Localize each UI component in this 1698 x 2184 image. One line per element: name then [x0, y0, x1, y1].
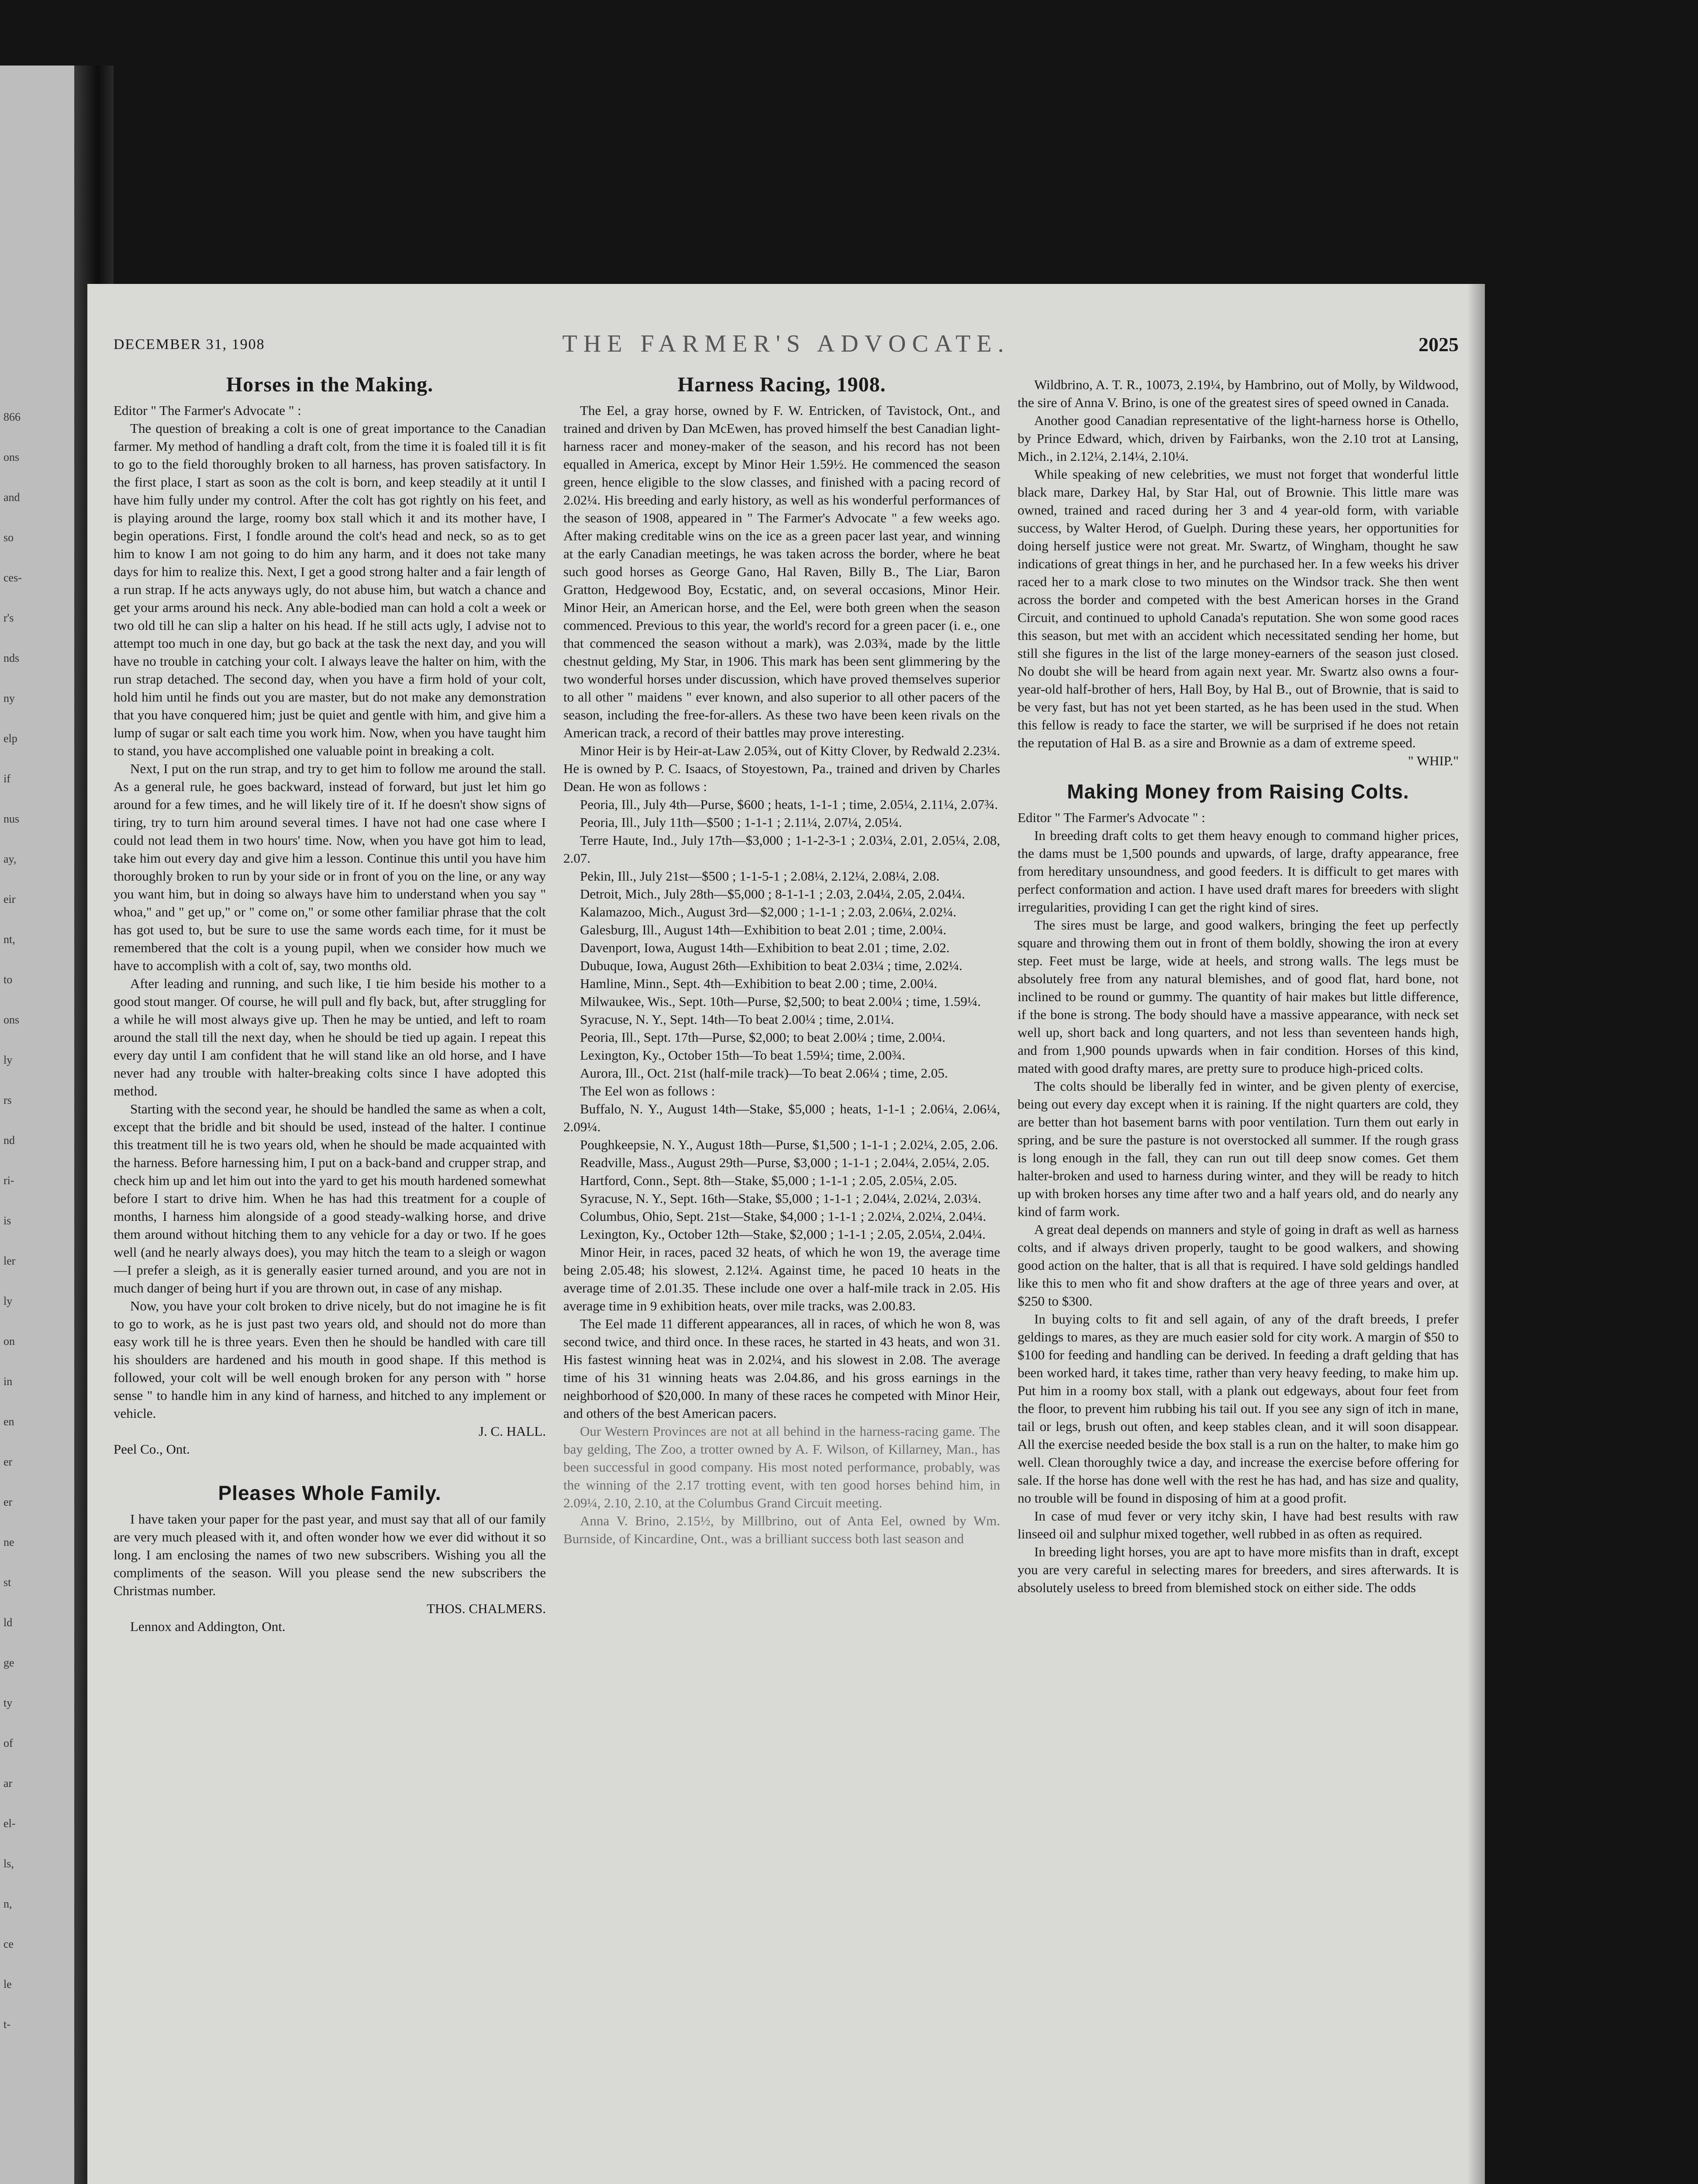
margin-fragment: nd: [3, 1134, 15, 1147]
article-title-pleases: Pleases Whole Family.: [218, 1482, 442, 1504]
paragraph: Minor Heir is by Heir-at-Law 2.05¾, out of Kitty Clover, by Redwald 2.23¼. He is owned by P. C. Isaacs, of Stoyestown, Pa., trained and driven by Charles Dean. He won as follows :: [563, 743, 1000, 794]
race-result: Terre Haute, Ind., July 17th—$3,000 ; 1-1-2-3-1 ; 2.03¼, 2.01, 2.05¼, 2.08, 2.07.: [563, 833, 1000, 866]
paragraph: The question of breaking a colt is one of great importance to the Canadian farmer. My method of handling a draft colt, from the time it is foaled till it is fit to go to the field thoroughly broken to all harness, has proven satisfactory. In the first place, I start as soon as the colt is born, and keep steadily at it until I have him fully under my control. After the colt has got rightly on his feet, and is playing around the large, roomy box stall which it and its mother have, I begin operations. First, I fondle around the colt's head and neck, so as to get him to know I am not going to do him any harm, and it does not take many days for him to realize this. Next, I get a good strong halter and a fair length of a run strap. If he acts anyways ugly, do not abuse him, but watch a chance and get your arms around his neck. Any able-bodied man can hold a colt a week or two old till he can slip a halter on his head. If he still acts ugly, I advise not to attempt too much in one day, but go back at the task the next day, and you will have no trouble in catching your colt. I always leave the halter on him, with the run strap detached. The second day, when you have a firm hold of your colt, hold him until he finds out you are master, but do not make any demonstration that you have conquered him; just be quiet and gentle with him, and give him a lump of sugar or salt each time you work him. Now, when you have taught him to stand, you have accomplished one valuable point in breaking a colt.: [114, 421, 546, 758]
paragraph: Another good Canadian representative of the light-harness horse is Othello, by Prince Edward, which, driven by Fairbanks, won the 2.10 trot at Lansing, Mich., in 2.12¼, 2.14¼, 2.10¼.: [1018, 413, 1459, 464]
margin-fragment: n,: [3, 1897, 12, 1910]
page-number: 2025: [1418, 333, 1459, 356]
paragraph: After leading and running, and such like, I tie him beside his mother to a good stout manger. Of course, he will pull and fly back, but, after struggling for a while he will most always give up. Then he may be untied, and left to roam around the stall till the next day, when he should be tied up again. I repeat this every day until I am confident that he will stand like an old horse, and I have never had any trouble with halter-breaking colts since I have adopted this method.: [114, 976, 546, 1099]
race-result: Hamline, Minn., Sept. 4th—Exhibition to beat 2.00 ; time, 2.00¼.: [580, 976, 937, 991]
race-result: Detroit, Mich., July 28th—$5,000 ; 8-1-1-1 ; 2.03, 2.04¼, 2.05, 2.04¼.: [580, 886, 965, 902]
race-result: Milwaukee, Wis., Sept. 10th—Purse, $2,500; to beat 2.00¼ ; time, 1.59¼.: [580, 994, 981, 1009]
paragraph: The Eel, a gray horse, owned by F. W. Entricken, of Tavistock, Ont., and trained and driven by Dan McEwen, has proved himself the best Canadian light-harness racer and money-maker of the season, and his record has not been equalled in America, except by Minor Heir 1.59½. He commenced the season green, hence eligible to the slow classes, and finished with a pacing record of 2.02¼. His breeding and early history, as well as his wonderful performances of the season of 1908, appeared in " The Farmer's Advocate " a few weeks ago. After making creditable wins on the ice as a green pacer last year, and winning at the early Canadian meetings, he was taken across the border, where he beat such good horses as George Gano, Hal Raven, Billy B., The Liar, Baron Gratton, Hedgewood Boy, Ecstatic, and, on several occasions, Minor Heir. Minor Heir, an American horse, and the Eel, were both green when the season commenced. Previous to this year, the world's record for a green pacer (i. e., one that commenced the season without a mark), was 2.03¾, made by the little chestnut gelding, My Star, in 1906. This mark has been sent glimmering by the two wonderful horses under discussion, which have proved themselves superior to all other " maidens " ever known, and also superior to all other pacers of the season, including the free-for-allers. As these two have been keen rivals on the American track, a record of their battles may prove interesting.: [563, 403, 1000, 740]
race-result: Buffalo, N. Y., August 14th—Stake, $5,000 ; heats, 1-1-1 ; 2.06¼, 2.06¼, 2.09¼.: [563, 1101, 1000, 1134]
margin-fragment: in: [3, 1375, 13, 1388]
paragraph: In breeding draft colts to get them heavy enough to command higher prices, the dams must be 1,500 pounds and upwards, of large, drafty appearance, free from hereditary unsoundness, and good feeders. It is difficult to get mares with perfect conformation and action. I have used draft mares for breeders with slight irregularities, providing I can get the right kind of sires.: [1018, 828, 1459, 915]
margin-fragment: ons: [3, 1013, 20, 1026]
race-result: Lexington, Ky., October 15th—To beat 1.59¼; time, 2.00¾.: [580, 1047, 905, 1063]
race-result: Syracuse, N. Y., Sept. 16th—Stake, $5,000 ; 1-1-1 ; 2.04¼, 2.02¼, 2.03¼.: [580, 1191, 981, 1206]
race-result: Columbus, Ohio, Sept. 21st—Stake, $4,000 ; 1-1-1 ; 2.02¼, 2.02¼, 2.04¼.: [580, 1209, 986, 1224]
margin-fragment: t-: [3, 2018, 10, 2031]
adjacent-page-strip: [0, 66, 74, 2184]
paragraph: In case of mud fever or very itchy skin, I have had best results with raw linseed oil and sulphur mixed together, well rubbed in as often as required.: [1018, 1508, 1459, 1541]
paragraph: Minor Heir, in races, paced 32 heats, of which he won 19, the average time being 2.05.48; his slowest, 2.12¼. Against time, he paced 10 heats in the average time of 2.01.35. These include one over a half-mile track in 2.05. His average time in 9 exhibition heats, over mile tracks, was 2.00.83.: [563, 1244, 1000, 1313]
margin-fragment: nus: [3, 812, 20, 825]
paragraph: Anna V. Brino, 2.15½, by Millbrino, out of Anta Eel, owned by Wm. Burnside, of Kincardine, Ont., was a brilliant success both last season and: [563, 1513, 1000, 1546]
margin-fragment: ons: [3, 451, 20, 463]
dateline: Lennox and Addington, Ont.: [130, 1619, 286, 1634]
margin-fragment: ly: [3, 1295, 13, 1307]
margin-fragment: eir: [3, 893, 16, 905]
paragraph: Starting with the second year, he should be handled the same as when a colt, except that the bridle and bit should be used, instead of the halter. I continue this treatment till he is two years old, when he should be made acquainted with the harness. Before harnessing him, I put on a back-band and crupper strap, and check him up and let him out into the yard to get his mouth hardened somewhat before I start to drive him. When he has had this treatment for a couple of months, I harness him alongside of a good steady-walking horse, and drive them around without hitching them to any vehicle for a day or two. If he goes well (and he nearly always does), you may hitch the team to a sleigh or wagon—I prefer a sleigh, as it is generally easier turned around, and you are not in much danger of being hurt if you are thrown out, in case of any mishap.: [114, 1101, 546, 1296]
margin-fragment: so: [3, 531, 14, 544]
signature: THOS. CHALMERS.: [426, 1601, 546, 1616]
race-result: Lexington, Ky., October 12th—Stake, $2,000 ; 1-1-1 ; 2.05, 2.05¼, 2.04¼.: [580, 1227, 986, 1242]
paragraph: Wildbrino, A. T. R., 10073, 2.19¼, by Hambrino, out of Molly, by Wildwood, the sire of Anna V. Brino, is one of the greatest sires of speed owned in Canada.: [1018, 377, 1459, 410]
race-result: Pekin, Ill., July 21st—$500 ; 1-1-5-1 ; 2.08¼, 2.12¼, 2.08¼, 2.08.: [580, 868, 940, 884]
race-result: Peoria, Ill., July 11th—$500 ; 1-1-1 ; 2.11¼, 2.07¼, 2.05¼.: [580, 815, 902, 830]
newspaper-page: [87, 284, 1485, 2184]
margin-fragment: nds: [3, 652, 20, 664]
margin-fragment: nt,: [3, 933, 15, 946]
margin-fragment: 866: [3, 411, 21, 423]
margin-fragment: ces-: [3, 571, 22, 584]
margin-fragment: ri-: [3, 1174, 14, 1187]
margin-fragment: is: [3, 1214, 11, 1227]
paragraph: The Eel made 11 different appearances, all in races, of which he won 8, was second twice, and third once. In these races, he started in 43 heats, and won 31. His fastest winning heat was in 2.02¼, and his slowest in 2.08. The average time of his 31 winning heats was 2.04.86, and his gross earnings in the neighborhood of $20,000. In many of these races he competed with Minor Heir, and others of the best American pacers.: [563, 1316, 1000, 1421]
margin-fragment: le: [3, 1978, 12, 1990]
page-edge-shadow: [1467, 284, 1485, 2184]
paragraph: In breeding light horses, you are apt to have more misfits than in draft, except you are very careful in selecting mares for breeders, and sires afterwards. It is absolutely useless to breed from blemished stock on either side. The odds: [1018, 1544, 1459, 1595]
margin-fragment: ay,: [3, 853, 17, 865]
paragraph: The sires must be large, and good walkers, bringing the feet up perfectly square and throwing them out in front of them boldly, showing the iron at every step. Feet must be large, wide at heels, and strong walls. The legs must be absolutely free from any natural blemishes, and of good flat, hard bone, not inclined to be round or gummy. The quantity of hair makes but little difference, if the bone is strong. The body should have a massive appearance, with neck set well up, short back and long quarters, and not less than seventeen hands high, and from 1,900 pounds upwards when in fair condition. Horses of this kind, mated with good drafty mares, are pretty sure to produce high-priced colts.: [1018, 917, 1459, 1076]
article-title-horses: Horses in the Making.: [226, 376, 434, 396]
race-result: Aurora, Ill., Oct. 21st (half-mile track)—To beat 2.06¼ ; time, 2.05.: [580, 1065, 948, 1081]
masthead: [87, 328, 1485, 358]
race-result: Syracuse, N. Y., Sept. 14th—To beat 2.00¼ ; time, 2.01¼.: [580, 1012, 894, 1027]
margin-fragment: rs: [3, 1094, 12, 1106]
margin-fragment: elp: [3, 732, 17, 745]
margin-fragment: ld: [3, 1616, 13, 1629]
margin-fragment: er: [3, 1455, 13, 1468]
column-3: [1018, 376, 1459, 2184]
race-result: Galesburg, Ill., August 14th—Exhibition to beat 2.01 ; time, 2.00¼.: [580, 922, 946, 937]
article-title-harness: Harness Racing, 1908.: [677, 376, 886, 396]
paragraph: Next, I put on the run strap, and try to get him to follow me around the stall. As a general rule, he goes backward, instead of forward, but just let him go around for a few times, and he will likely tire of it. If he doesn't show signs of tiring, try to turn him around several times. I have not had one case where I could not lead them in two hours' time. Now, when you have got him to lead, take him out every day and give him a lesson. Continue this until you have him thoroughly broken to run by your side or in front of you on the line, or any way you want him, but in doing so always have him to understand when you say " whoa," and " get up," or " come on," or some other familiar phrase that the colt has got used to, but be sure to use the same words each time, for it must be remembered that the colt is a young pupil, when we consider how much we have to accomplish with a colt of, say, two months old.: [114, 761, 546, 973]
margin-fragment: to: [3, 973, 13, 986]
margin-fragment: ne: [3, 1536, 14, 1548]
margin-fragment: if: [3, 772, 10, 785]
margin-fragment: and: [3, 491, 20, 504]
minor-heir-race-list: [563, 795, 1000, 1082]
race-result: Kalamazoo, Mich., August 3rd—$2,000 ; 1-1-1 ; 2.03, 2.06¼, 2.02¼.: [580, 904, 956, 919]
margin-fragment: ty: [3, 1697, 13, 1709]
margin-fragment: ly: [3, 1054, 13, 1066]
race-result: Readville, Mass., August 29th—Purse, $3,000 ; 1-1-1 ; 2.04¼, 2.05¼, 2.05.: [580, 1155, 990, 1170]
dateline: Peel Co., Ont.: [114, 1441, 190, 1457]
publication-title: THE FARMER'S ADVOCATE.: [562, 330, 1010, 357]
race-result: Peoria, Ill., July 4th—Purse, $600 ; heats, 1-1-1 ; time, 2.05¼, 2.11¼, 2.07¾.: [580, 797, 998, 812]
race-result: Davenport, Iowa, August 14th—Exhibition to beat 2.01 ; time, 2.02.: [580, 940, 950, 955]
eel-race-list: [563, 1100, 1000, 1243]
margin-fragment: el-: [3, 1817, 16, 1830]
paragraph: Editor " The Farmer's Advocate " :: [1018, 810, 1205, 825]
margin-fragment: ar: [3, 1777, 13, 1790]
margin-fragment: ge: [3, 1656, 14, 1669]
margin-fragment: ce: [3, 1938, 14, 1950]
paragraph: The Eel won as follows :: [580, 1083, 715, 1099]
margin-fragment: on: [3, 1335, 15, 1348]
signature: " WHIP.": [1408, 753, 1459, 768]
margin-fragment: er: [3, 1496, 13, 1508]
column-2: [563, 376, 1000, 2184]
paragraph: I have taken your paper for the past year, and must say that all of our family are very much pleased with it, and often wonder how we ever did without it so long. I am enclosing the names of two new subscribers. Wishing you all the compliments of the season. Will you please send the new subscribers the Christmas number.: [114, 1511, 546, 1598]
margin-fragment: of: [3, 1737, 13, 1749]
issue-date: DECEMBER 31, 1908: [114, 336, 265, 352]
margin-fragment: en: [3, 1415, 14, 1428]
margin-fragment: r's: [3, 612, 14, 624]
margin-fragment: ny: [3, 692, 15, 705]
margin-fragment: ler: [3, 1254, 16, 1267]
race-result: Dubuque, Iowa, August 26th—Exhibition to beat 2.03¼ ; time, 2.02¼.: [580, 958, 963, 973]
column-1: [114, 376, 546, 2184]
margin-fragment: st: [3, 1576, 11, 1589]
article-title-making-money: Making Money from Raising Colts.: [1067, 780, 1409, 803]
paragraph: Now, you have your colt broken to drive nicely, but do not imagine he is fit to go to work, as he is just past two years old, and should not do more than easy work till he is three years. Even then he should be handled with care till his shoulders are hardened and his mouth in good shape. If this method is followed, your colt will be well enough broken for any person with " horse sense " to handle him in any kind of harness, and hitched to any implement or vehicle.: [114, 1298, 546, 1421]
race-result: Hartford, Conn., Sept. 8th—Stake, $5,000 ; 1-1-1 ; 2.05, 2.05¼, 2.05.: [580, 1173, 957, 1188]
paragraph: A great deal depends on manners and style of going in draft as well as harness colts, and if always driven properly, taught to be good walkers, and showing good action on the halter, that is all that is required. I have sold geldings handled like this to men who fit and show drafters at the age of three years and over, at $250 to $300.: [1018, 1222, 1459, 1309]
paragraph: Our Western Provinces are not at all behind in the harness-racing game. The bay gelding, The Zoo, a trotter owned by A. F. Wilson, of Killarney, Man., has been successful in good company. His most noted performance, probably, was the winning of the 2.17 trotting event, with ten good horses behind him, in 2.09¼, 2.10, 2.10, at the Columbus Grand Circuit meeting.: [563, 1424, 1000, 1510]
signature: J. C. HALL.: [478, 1424, 546, 1439]
race-result: Poughkeepsie, N. Y., August 18th—Purse, $1,500 ; 1-1-1 ; 2.02¼, 2.05, 2.06.: [580, 1137, 998, 1152]
paragraph: Editor " The Farmer's Advocate " :: [114, 403, 301, 418]
paragraph: While speaking of new celebrities, we must not forget that wonderful little black mare, Darkey Hal, by Star Hal, out of Brownie. This little mare was owned, trained and raced during her 3 and 4 year-old form, with variable success, by Walter Herod, of Guelph. During these years, her opportunities for doing herself justice were not great. Mr. Swartz, of Wingham, thought he saw indications of great things in her, and he purchased her. In a few weeks his driver raced her to a mark close to two minutes on the Windsor track. She then went across the border and competed with the best American horses in the Grand Circuit, and continued to uphold Canada's reputation. She won some good races this season, but met with an accident which necessitated sending her home, but still she figures in the list of the large money-earners of the season just closed. No doubt she will be heard from again next year. Mr. Swartz also owns a four-year-old half-brother of hers, Hall Boy, by Hal B., out of Brownie, that is said to be very fast, but has not yet been started, as he has been used in the stud. When this fellow is ready to face the starter, we will be surprised if he does not retain the reputation of Hal B. as a sire and Brownie as a dam of extreme speed.: [1018, 467, 1459, 750]
race-result: Peoria, Ill., Sept. 17th—Purse, $2,000; to beat 2.00¼ ; time, 2.00¼.: [580, 1030, 946, 1045]
margin-fragment: ls,: [3, 1857, 14, 1870]
paragraph: In buying colts to fit and sell again, of any of the draft breeds, I prefer geldings to mares, as they are much easier sold for city work. A margin of $50 to $100 for feeding and handling can be derived. In feeding a draft gelding that has been worked hard, it takes time, rather than very heavy feeding, to make him up. Put him in a roomy box stall, with a plank out edgeways, about four feet from the floor, to prevent him rubbing his tail out. If you see any sign of itch in mane, tail or legs, brush out often, and keep stables clean, and it will soon disappear. All the exercise needed beside the box stall is a run on the halter, to make him go well. Clean thoroughly twice a day, and increase the exercise before offering for sale. If the horse has done well with the rest he has had, and has size and quality, no trouble will be found in disposing of him at a good profit.: [1018, 1311, 1459, 1506]
paragraph: The colts should be liberally fed in winter, and be given plenty of exercise, being out every day except when it is raining. If the night quarters are cold, they are better than hot basement barns with poor ventilation. Turn them out early in spring, and be sure the pasture is not overstocked all summer. If the rough grass is long enough in the fall, they can run out till deep snow comes. Get them halter-broken and used to harness during winter, and they will be ready to hitch up with broken horses any time after two and a half years old, and do nearly any kind of farm work.: [1018, 1078, 1459, 1219]
